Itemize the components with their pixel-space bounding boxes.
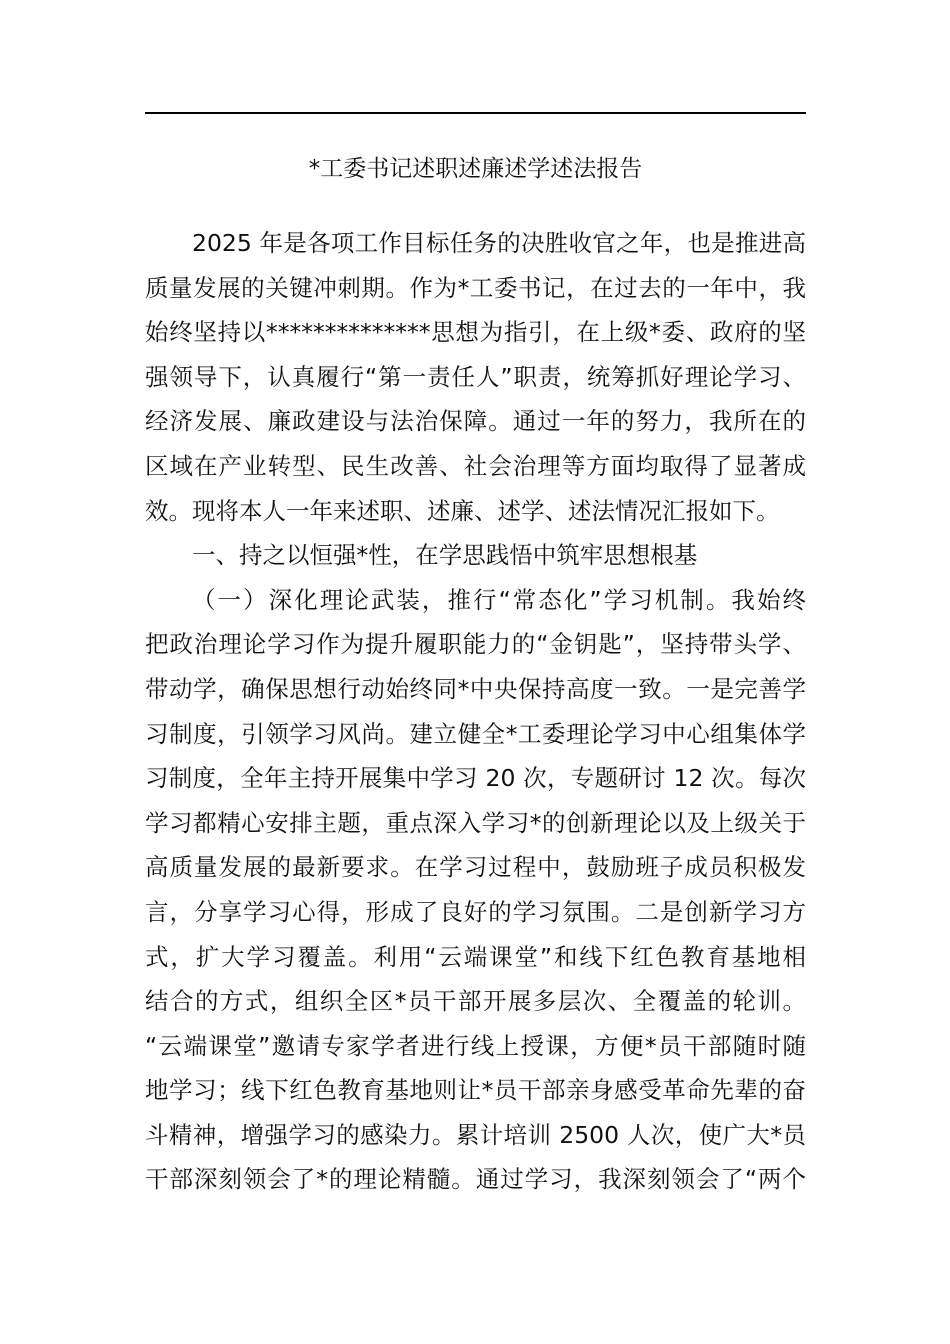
paragraph-line: （一）深化理论武装，推行“常态化”学习机制。我始终 [192,585,806,614]
paragraph-line: 经济发展、廉政建设与法治保障。通过一年的努力，我所在的 [145,407,806,436]
paragraph-line: 习制度，引领学习风尚。建立健全*工委理论学习中心组集体学 [145,719,806,748]
paragraph-line: 2025 年是各项工作目标任务的决胜收官之年，也是推进高 [192,229,806,257]
paragraph-line: 始终坚持以**************思想为指引，在上级*委、政府的坚 [145,318,806,347]
paragraph-line: 一、持之以恒强*性，在学思践悟中筑牢思想根基 [192,541,698,570]
paragraph-line: 习制度，全年主持开展集中学习 20 次，专题研讨 12 次。每次 [145,764,806,793]
paragraph-line: 斗精神，增强学习的感染力。累计培训 2500 人次，使广大*员 [145,1120,806,1149]
paragraph-line: 质量发展的关键冲刺期。作为*工委书记，在过去的一年中，我 [145,273,806,302]
paragraph-line: 效。现将本人一年来述职、述廉、述学、述法情况汇报如下。 [145,496,780,525]
paragraph-line: 学习都精心安排主题，重点深入学习*的创新理论以及上级关于 [145,808,806,837]
paragraph-line: 高质量发展的最新要求。在学习过程中，鼓励班子成员积极发 [145,853,806,882]
paragraph-line: 式，扩大学习覆盖。利用“云端课堂”和线下红色教育基地相 [145,942,806,971]
document-title: *工委书记述职述廉述学述法报告 [308,156,643,182]
paragraph-line: 结合的方式，组织全区*员干部开展多层次、全覆盖的轮训。 [145,987,806,1016]
document-body [145,226,806,1207]
paragraph-line: “云端课堂”邀请专家学者进行线上授课，方便*员干部随时随 [145,1031,806,1060]
paragraph-line: 地学习；线下红色教育基地则让*员干部亲身感受革命先辈的奋 [145,1076,806,1105]
paragraph-line: 言，分享学习心得，形成了良好的学习氛围。二是创新学习方 [145,897,806,926]
paragraph-line: 把政治理论学习作为提升履职能力的“金钥匙”，坚持带头学、 [145,630,806,659]
paragraph-line: 带动学，确保思想行动始终同*中央保持高度一致。一是完善学 [145,674,806,703]
paragraph-line: 干部深刻领会了*的理论精髓。通过学习，我深刻领会了“两个 [145,1165,806,1194]
paragraph-line: 区域在产业转型、民生改善、社会治理等方面均取得了显著成 [145,451,806,480]
header-rule [145,112,806,114]
paragraph-line: 强领导下，认真履行“第一责任人”职责，统筹抓好理论学习、 [145,362,806,391]
